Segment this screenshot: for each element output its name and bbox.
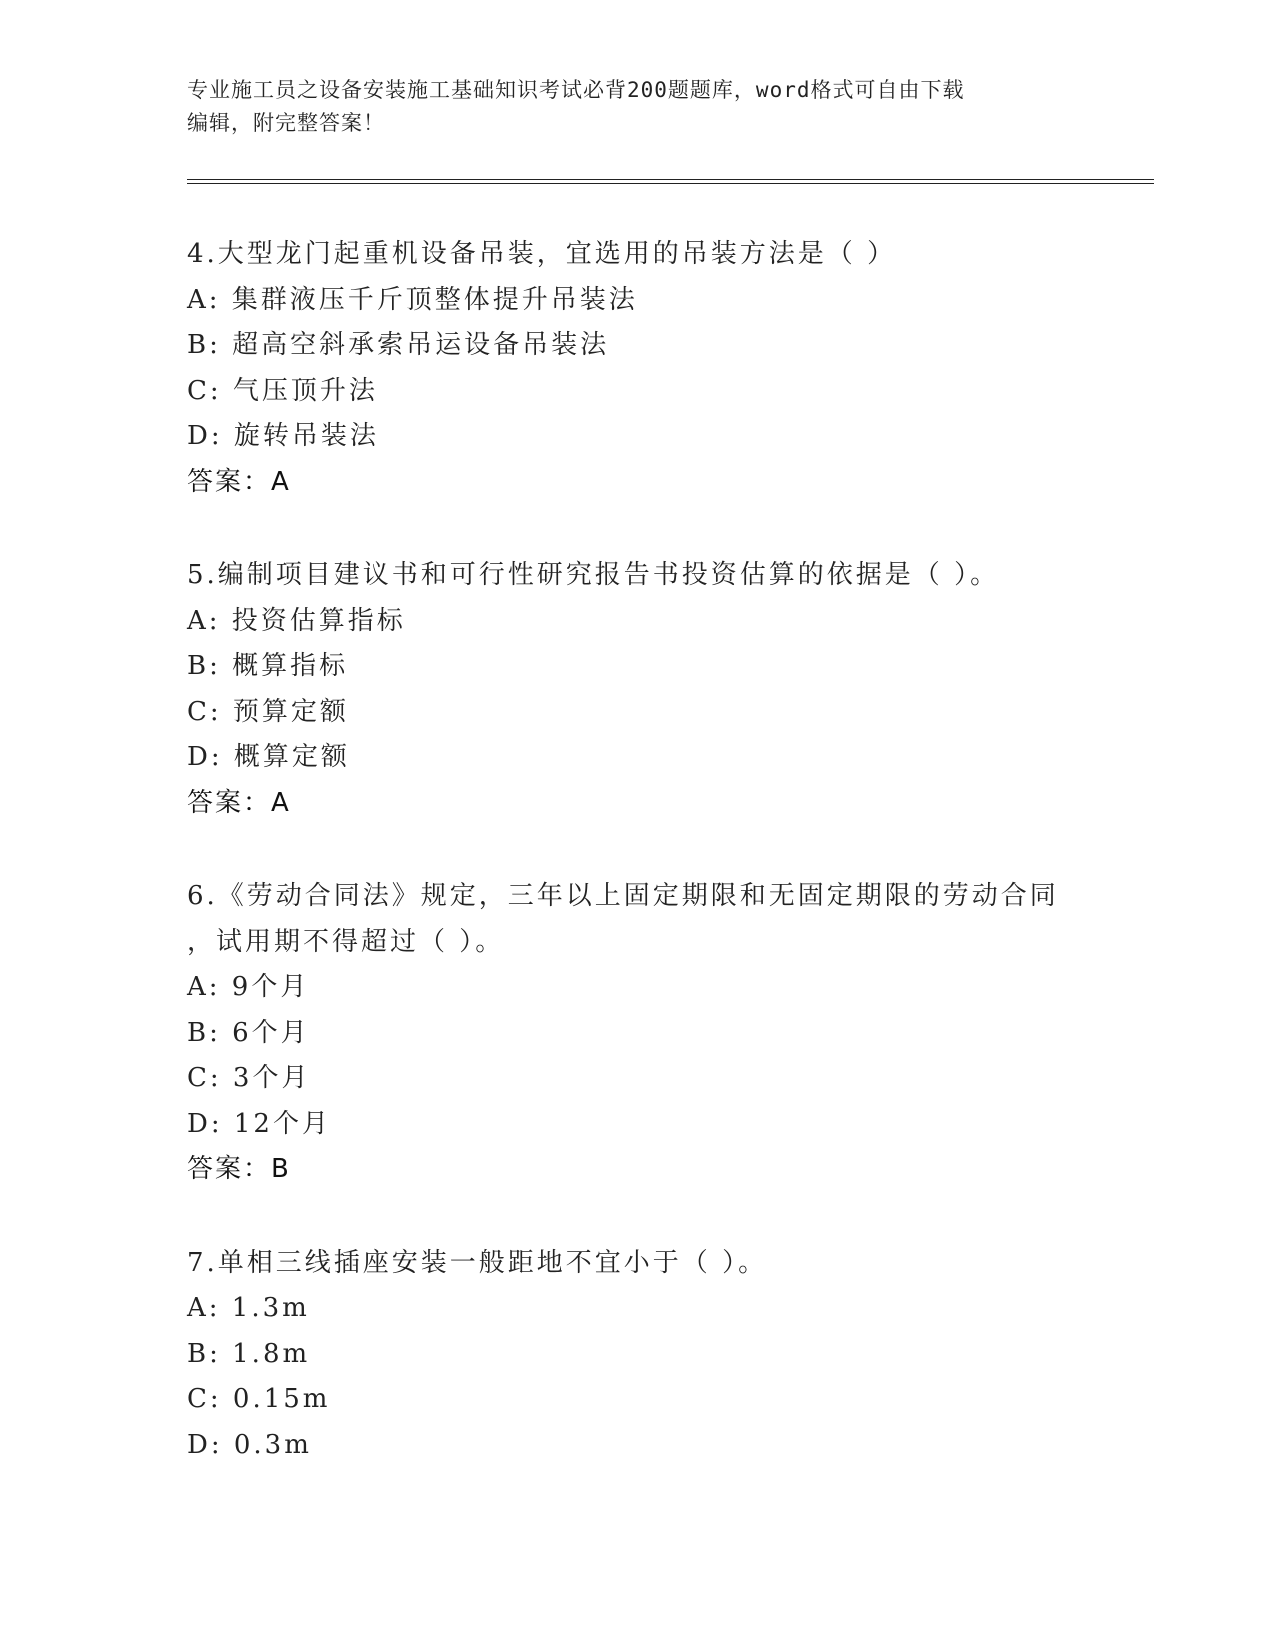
- option-a: A: 9个月: [187, 972, 310, 1002]
- header-divider-top: [187, 179, 1154, 180]
- option-d: D: 概算定额: [187, 742, 350, 772]
- answer-text: 答案：B: [187, 1154, 291, 1184]
- answer-text: 答案：A: [187, 466, 291, 497]
- question-list: [187, 232, 1147, 1516]
- option-d: D: 0.3m: [187, 1429, 312, 1460]
- option-b: B: 超高空斜承索吊运设备吊装法: [187, 330, 610, 360]
- option-b: B: 6个月: [187, 1017, 310, 1048]
- question-stem-continuation: ，试用期不得超过（ ）。: [187, 926, 505, 957]
- option-c: C: 预算定额: [187, 696, 349, 727]
- question-item: [187, 1241, 1147, 1469]
- option-c: C: 3个月: [187, 1063, 311, 1093]
- question-item: [187, 232, 1147, 505]
- option-a: A: 集群液压千斤顶整体提升吊装法: [187, 284, 638, 315]
- option-d: D: 12个月: [187, 1108, 331, 1139]
- header-title-line-1: 专业施工员之设备安装施工基础知识考试必背200题题库，word格式可自由下载: [187, 78, 965, 102]
- answer-text: 答案：A: [187, 787, 291, 818]
- option-d: D: 旋转吊装法: [187, 421, 379, 451]
- option-b: B: 概算指标: [187, 651, 349, 681]
- question-item: [187, 874, 1147, 1193]
- header-title-line-2: 编辑，附完整答案！: [187, 111, 385, 135]
- question-stem: 7.单相三线插座安装一般距地不宜小于（ ）。: [187, 1247, 768, 1278]
- question-stem: 5.编制项目建议书和可行性研究报告书投资估算的依据是（ ）。: [187, 560, 1000, 590]
- document-header: [187, 74, 1087, 140]
- question-stem: 6.《劳动合同法》规定，三年以上固定期限和无固定期限的劳动合同: [187, 881, 1059, 911]
- option-c: C: 0.15m: [187, 1384, 331, 1414]
- option-c: C: 气压顶升法: [187, 375, 378, 406]
- question-item: [187, 553, 1147, 826]
- option-a: A: 投资估算指标: [187, 605, 406, 636]
- option-b: B: 1.8m: [187, 1338, 311, 1369]
- header-divider-bottom: [187, 183, 1154, 184]
- option-a: A: 1.3m: [187, 1293, 310, 1323]
- question-stem: 4.大型龙门起重机设备吊装，宜选用的吊装方法是（ ）: [187, 239, 897, 269]
